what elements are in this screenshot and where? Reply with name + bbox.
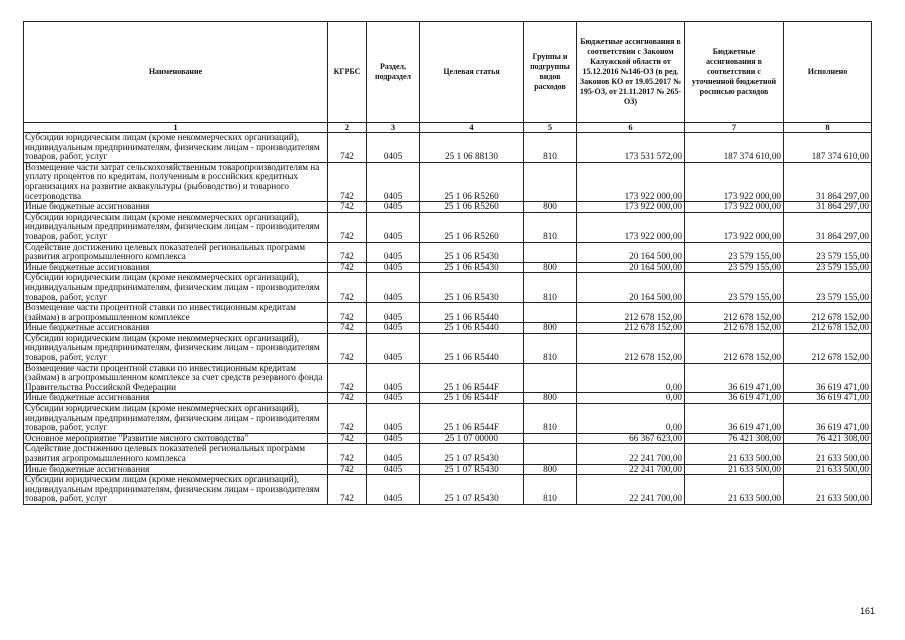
row-revised-allocation: 21 633 500,00 [685,464,784,475]
row-executed: 23 579 155,00 [784,242,872,262]
row-revised-allocation: 173 922 000,00 [685,162,784,201]
row-section: 0405 [367,363,420,393]
column-number: 6 [577,123,685,133]
header-law-allocations: Бюджетные ассигнования в соответствии с Законом Калужской области от 15.12.2016 №146-ОЗ (в ред. Законов КО от 19.05.2017 № 195-ОЗ, от 21.11.2017 № 265-ОЗ) [577,22,685,123]
row-target-article: 25 1 06 R544F [420,404,524,434]
row-law-allocation: 0,00 [577,393,685,404]
row-revised-allocation: 36 619 471,00 [685,404,784,434]
row-law-allocation: 173 531 572,00 [577,133,685,163]
row-revised-allocation: 21 633 500,00 [685,444,784,464]
row-target-article: 25 1 07 R5430 [420,444,524,464]
row-kgrbs: 742 [328,133,367,163]
row-target-article: 25 1 06 R5260 [420,212,524,242]
row-section: 0405 [367,464,420,475]
header-section: Раздел, подраздел [367,22,420,123]
row-kgrbs: 742 [328,323,367,334]
row-kgrbs: 742 [328,202,367,213]
row-section: 0405 [367,212,420,242]
row-kgrbs: 742 [328,444,367,464]
table-body [24,133,872,505]
row-expense-group [524,444,577,464]
row-expense-group: 810 [524,475,577,505]
row-name: Субсидии юридическим лицам (кроме некоммерческих организаций), индивидуальным предпринимателям, физическим лицам - производителям товаров, работ, услуг [24,133,328,163]
row-law-allocation: 173 922 000,00 [577,212,685,242]
row-executed: 21 633 500,00 [784,475,872,505]
table-row [24,262,872,273]
row-target-article: 25 1 06 R5430 [420,262,524,273]
row-executed: 31 864 297,00 [784,202,872,213]
row-law-allocation: 173 922 000,00 [577,162,685,201]
row-law-allocation: 173 922 000,00 [577,202,685,213]
row-target-article: 25 1 07 R5430 [420,464,524,475]
row-name: Субсидии юридическим лицам (кроме некоммерческих организаций), индивидуальным предпринимателям, физическим лицам - производителям товаров, работ, услуг [24,212,328,242]
row-law-allocation: 20 164 500,00 [577,273,685,303]
row-target-article: 25 1 06 R5260 [420,202,524,213]
header-kgrbs: КГРБС [328,22,367,123]
table-row [24,273,872,303]
row-section: 0405 [367,393,420,404]
row-kgrbs: 742 [328,393,367,404]
row-kgrbs: 742 [328,363,367,393]
row-name: Возмещение части процентной ставки по инвестиционным кредитам (займам) в агропромышленном комплексе [24,303,328,323]
row-expense-group: 800 [524,262,577,273]
row-law-allocation: 66 367 623,00 [577,433,685,444]
row-revised-allocation: 36 619 471,00 [685,393,784,404]
row-executed: 76 421 308,00 [784,433,872,444]
row-section: 0405 [367,162,420,201]
table-row [24,363,872,393]
row-revised-allocation: 173 922 000,00 [685,202,784,213]
row-name: Субсидии юридическим лицам (кроме некоммерческих организаций), индивидуальным предпринимателям, физическим лицам - производителям товаров, работ, услуг [24,475,328,505]
row-law-allocation: 212 678 152,00 [577,303,685,323]
row-executed: 31 864 297,00 [784,162,872,201]
row-revised-allocation: 21 633 500,00 [685,475,784,505]
row-executed: 21 633 500,00 [784,444,872,464]
column-number: 3 [367,123,420,133]
row-revised-allocation: 76 421 308,00 [685,433,784,444]
table-row [24,303,872,323]
row-section: 0405 [367,133,420,163]
row-law-allocation: 0,00 [577,363,685,393]
column-number: 8 [784,123,872,133]
row-name: Иные бюджетные ассигнования [24,202,328,213]
row-kgrbs: 742 [328,333,367,363]
row-section: 0405 [367,242,420,262]
row-executed: 187 374 610,00 [784,133,872,163]
row-section: 0405 [367,433,420,444]
row-expense-group [524,162,577,201]
row-section: 0405 [367,323,420,334]
row-expense-group: 810 [524,133,577,163]
row-kgrbs: 742 [328,162,367,201]
row-law-allocation: 212 678 152,00 [577,323,685,334]
row-name: Субсидии юридическим лицам (кроме некоммерческих организаций), индивидуальным предпринимателям, физическим лицам - производителям товаров, работ, услуг [24,404,328,434]
table-row [24,333,872,363]
row-executed: 212 678 152,00 [784,303,872,323]
header-name: Наименование [24,22,328,123]
table-row [24,212,872,242]
row-revised-allocation: 212 678 152,00 [685,303,784,323]
row-name: Основное мероприятие "Развитие мясного скотоводства" [24,433,328,444]
row-expense-group [524,433,577,444]
row-executed: 23 579 155,00 [784,273,872,303]
row-target-article: 25 1 06 88130 [420,133,524,163]
row-target-article: 25 1 07 R5430 [420,475,524,505]
header-expense-group: Группы и подгруппы видов расходов [524,22,577,123]
row-revised-allocation: 23 579 155,00 [685,273,784,303]
row-revised-allocation: 173 922 000,00 [685,212,784,242]
row-section: 0405 [367,475,420,505]
header-target-article: Целевая статья [420,22,524,123]
row-section: 0405 [367,303,420,323]
row-law-allocation: 20 164 500,00 [577,262,685,273]
row-law-allocation: 20 164 500,00 [577,242,685,262]
row-expense-group: 810 [524,404,577,434]
row-executed: 212 678 152,00 [784,333,872,363]
row-name: Субсидии юридическим лицам (кроме некоммерческих организаций), индивидуальным предпринимателям, физическим лицам - производителям товаров, работ, услуг [24,333,328,363]
row-target-article: 25 1 06 R544F [420,363,524,393]
row-kgrbs: 742 [328,433,367,444]
row-executed: 21 633 500,00 [784,464,872,475]
column-number: 5 [524,123,577,133]
row-revised-allocation: 23 579 155,00 [685,262,784,273]
table-row [24,162,872,201]
row-law-allocation: 22 241 700,00 [577,475,685,505]
column-number: 7 [685,123,784,133]
row-revised-allocation: 212 678 152,00 [685,323,784,334]
row-law-allocation: 22 241 700,00 [577,444,685,464]
header-executed: Исполнено [784,22,872,123]
row-target-article: 25 1 06 R544F [420,393,524,404]
row-section: 0405 [367,333,420,363]
row-law-allocation: 0,00 [577,404,685,434]
row-executed: 36 619 471,00 [784,404,872,434]
table-row [24,404,872,434]
row-name: Иные бюджетные ассигнования [24,393,328,404]
row-name: Субсидии юридическим лицам (кроме некоммерческих организаций), индивидуальным предпринимателям, физическим лицам - производителям товаров, работ, услуг [24,273,328,303]
table-row [24,202,872,213]
row-expense-group: 810 [524,333,577,363]
row-section: 0405 [367,262,420,273]
row-kgrbs: 742 [328,212,367,242]
row-revised-allocation: 212 678 152,00 [685,333,784,363]
row-law-allocation: 22 241 700,00 [577,464,685,475]
header-row [24,22,872,123]
column-number: 2 [328,123,367,133]
row-expense-group [524,363,577,393]
row-expense-group [524,303,577,323]
row-name: Содействие достижению целевых показателей региональных программ развития агропромышленного комплекса [24,444,328,464]
row-name: Иные бюджетные ассигнования [24,262,328,273]
column-number-row [24,123,872,133]
row-kgrbs: 742 [328,475,367,505]
row-executed: 31 864 297,00 [784,212,872,242]
row-revised-allocation: 36 619 471,00 [685,363,784,393]
row-expense-group: 800 [524,393,577,404]
row-section: 0405 [367,404,420,434]
row-revised-allocation: 23 579 155,00 [685,242,784,262]
row-kgrbs: 742 [328,404,367,434]
row-target-article: 25 1 06 R5440 [420,333,524,363]
row-target-article: 25 1 06 R5440 [420,303,524,323]
table-row [24,393,872,404]
row-target-article: 25 1 06 R5430 [420,273,524,303]
table-row [24,444,872,464]
page-number: 161 [859,606,875,616]
row-expense-group [524,242,577,262]
row-kgrbs: 742 [328,262,367,273]
row-target-article: 25 1 06 R5430 [420,242,524,262]
row-section: 0405 [367,273,420,303]
row-expense-group: 810 [524,212,577,242]
row-name: Возмещение части затрат сельскохозяйственным товаропроизводителям на уплату процентов по кредитам, полученным в российских кредитных организациях на развитие аквакультуры (рыбоводство) и товарного осетроводства [24,162,328,201]
row-expense-group: 800 [524,323,577,334]
row-kgrbs: 742 [328,303,367,323]
row-kgrbs: 742 [328,273,367,303]
table-row [24,464,872,475]
row-expense-group: 800 [524,464,577,475]
row-target-article: 25 1 06 R5440 [420,323,524,334]
column-number: 1 [24,123,328,133]
row-executed: 212 678 152,00 [784,323,872,334]
row-target-article: 25 1 07 00000 [420,433,524,444]
row-kgrbs: 742 [328,464,367,475]
header-revised-allocations: Бюджетные ассигнования в соответствии с уточненной бюджетной росписью расходов [685,22,784,123]
row-kgrbs: 742 [328,242,367,262]
row-executed: 36 619 471,00 [784,363,872,393]
row-section: 0405 [367,202,420,213]
budget-table [23,21,872,505]
row-section: 0405 [367,444,420,464]
table-row [24,323,872,334]
column-number: 4 [420,123,524,133]
table-row [24,242,872,262]
row-name: Содействие достижению целевых показателей региональных программ развития агропромышленного комплекса [24,242,328,262]
row-expense-group: 810 [524,273,577,303]
row-executed: 23 579 155,00 [784,262,872,273]
row-name: Возмещение части процентной ставки по инвестиционным кредитам (займам) в агропромышленном комплексе за счет средств резервного фонда Правительства Российской Федерации [24,363,328,393]
table-row [24,133,872,163]
row-name: Иные бюджетные ассигнования [24,464,328,475]
row-name: Иные бюджетные ассигнования [24,323,328,334]
row-law-allocation: 212 678 152,00 [577,333,685,363]
table-row [24,475,872,505]
row-target-article: 25 1 06 R5260 [420,162,524,201]
row-revised-allocation: 187 374 610,00 [685,133,784,163]
table-row [24,433,872,444]
row-expense-group: 800 [524,202,577,213]
row-executed: 36 619 471,00 [784,393,872,404]
